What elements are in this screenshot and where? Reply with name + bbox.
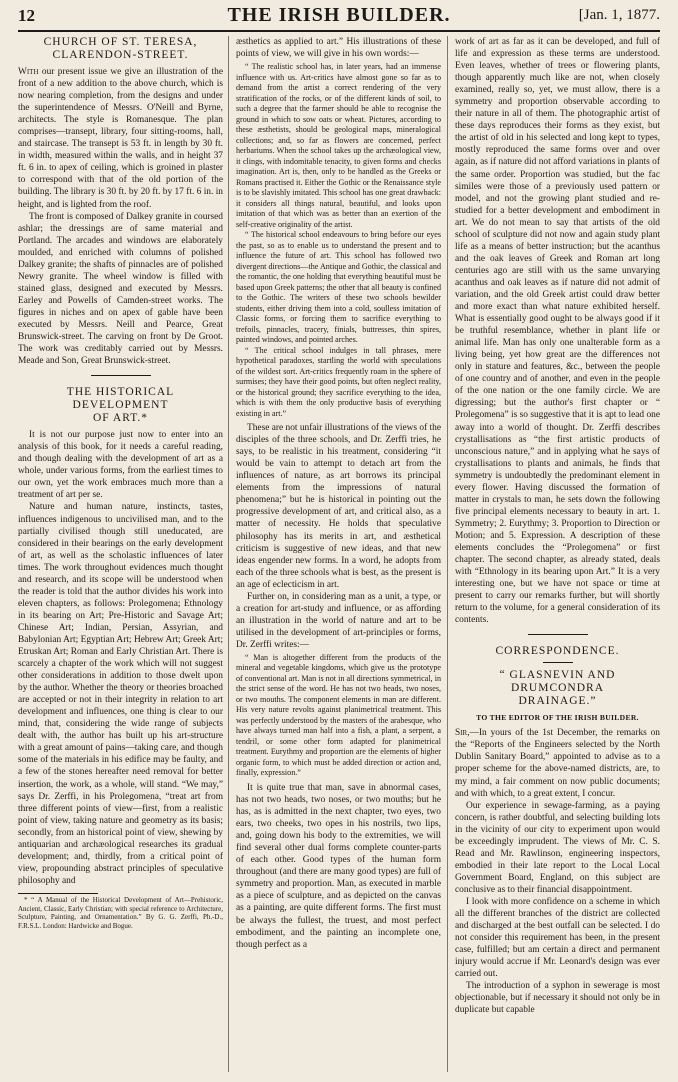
quote-paragraph: “ The realistic school has, in later years, had an immense influence with us. Art-critics have almost gone so far as to demand from the artist a correct rendering of the very stratification of the rocks, or of the different kinds of soil, to such a degree that the farmer should be able to recognise the ground in which to sow oats or wheat. Pictures, according to these æsthetists, should be geological maps, mineralogical collections; and, so far as flowers are concerned, perfect herbariums. When the school takes up the archæological view, it clings, with indomitable tenacity, to given forms and checks imagination. Art is, then, only to be handled as the Greeks or Romans practised it. Either the Gothic or the Renaissance style is to be slavishly imitated. This school has one great drawback: it considers all things natural, beautiful, and looks upon imitation of that which was as better than an exertion of the self-creative originality of the artist. <box>236 62 441 229</box>
paragraph: æsthetics as applied to art.” His illustrations of these points of view, we will give in his own words:— <box>236 37 441 60</box>
paragraph <box>455 727 660 799</box>
paragraph-text: —In yours of the 1st December, the remarks on the “Reports of the Engineers selected by the North Dublin Sanitary Board,” appointed to advise as to a proper scheme for the above-named districts, are, to my mind, a fair comment on now public documents; and with which, to a great extent, I concur. <box>455 728 660 799</box>
paragraph: The front is composed of Dalkey granite in coursed ashlar; the dressings are of same material and Portland. The arcades and windows are elaborately moulded, and enriched with columns of polished Dalkey granite; the shafts of pinnacles are of polished Newry granite. The wheel window is filled with stained glass, designed and executed by Messrs. Earley and Powells of Camden-street works. The figures in niches and on apex of gable have been executed by Messrs. Neill and Pearce, Great Brunswick-street. The carving on front by De Groot. The work was creditably carried out by Messrs. Meade and Son, Great Brunswick-street. <box>18 211 223 367</box>
section-rule <box>543 662 573 663</box>
column-2 <box>236 36 441 1076</box>
letter-title <box>455 669 660 708</box>
paragraph: work of art as far as it can be developed, and full of life and expression as these terms are understood. Even leaves, whether of trees or flowering plants, though apparently much like are not, when closely examined, really so, yet, we must allow, there is a symmetry and proportion observable according to their nature in all of them. The photographic artist of these days reproduces their forms as they exist, but the artist of old in his selected and long kept to types, mostly reproduced the same forms over and over again, as if nature did not afford variations in plants of the same order. Proportion was studied, but the fac similes were those of a previously used pattern or model, and not the growing plant studied and re-studied for a better development and embodiment in art. We do not mean to say that artists of the old school of sculpture did not now and again study plant life as a means of better instruction; but the acanthus and the oak leaves of Greek and Roman art long centuries ago are still with us the same unvarying acanthus and oak leaves as if nature did not admit of variation, and the old Greek artist could draw better and more exact than what nature exhibited herself. What is essentially good ought to be always good if it be truthful resemblance, whether in plant life or animal life. Man has only one unalterable form as a living being, yet how great are the differences not only in stature and features, &c., between the people of one country and of another, and even in the people of the one nation or the one family circle. We are digressing; but the author's first chapter or “ Prolegomena” is so suggestive that it is apt to lead one away into a world of thought. Dr. Zerffi describes crystallisations as “the first artistic products of unconscious nature,” and in applying what he says of crystallisations to plants and animals, he finds that symmetry is undoubtedly the predominant element in every flower. Having discussed the formation of matter in crystals to man, he sets down the following five principal elements necessary to beauty in art. 1. Symmetry; 2. Eurythmy; 3. Proportion to Direction or Motion; and 5. Expression. A description of these elements concludes the “Prolegomena” or first chapter. The second chapter, as already stated, deals with “Ethnology in its bearing upon Art.” It is a very interesting one, but we have not space or time at present to carry our remarks further, but will shortly return to the volume, for a general consideration of its contents. <box>455 37 660 626</box>
paragraph: Further on, in considering man as a unit, a type, or a creation for art-study and influence, or as affording an illustration in the world of nature and art to be utilised in the development of art-principles or forms, Dr. Zerffi writes:— <box>236 591 441 650</box>
letter-address: TO THE EDITOR OF THE IRISH BUILDER. <box>476 713 639 723</box>
title-line: CLARENDON-STREET. <box>52 49 189 61</box>
paragraph: Our experience in sewage-farming, as a paying concern, is rather doubtful, and selecting building lots in the vicinity of our city to experiment upon would be exceedingly imprudent. The views of Mr. C. S. Read and Mr. Rawlinson, engineering inspectors, embodied in their late report to the Local Local Government Board, England, on this subject are conclusive as to their financial disappointment. <box>455 800 660 895</box>
lead-word: Sir, <box>455 728 470 739</box>
column-divider <box>447 36 448 1072</box>
section-heading: CORRESPONDENCE. <box>495 645 620 658</box>
footnote: * “ A Manual of the Historical Development of Art—Prehistoric, Ancient, Classic, Early Christian; with special reference to Architecture, Sculpture, Painting, and Ornamentation.” By G. G. Zerffi, Ph.-D., F.R.S.L. London: Hardwicke and Bogue. <box>18 895 223 930</box>
article-title <box>18 36 223 62</box>
paragraph: I look with more confidence on a scheme in which all the different branches of the district are collected and discharged at the best outfall can be selected. I do not consider this requirement has been, in the present case, fulfilled; but am certain a direct and permanent injury would accrue if Mr. Leonard's design was ever carried out. <box>455 897 660 980</box>
column-1 <box>18 36 223 1076</box>
article-title <box>18 386 223 425</box>
section-rule <box>528 634 588 635</box>
block-quote <box>236 653 441 779</box>
issue-date: [Jan. 1, 1877. <box>578 7 660 23</box>
quote-paragraph: “ The critical school indulges in tall phrases, mere hypothetical paradoxes, startling the world with speculations of the wildest sort. Art-critics frequently roam in the sphere of surmises; they have their good points, but often neglect reality, or the historical ground; they sacrifice everything to the idea, which is with them the only productive basis of everything existing in art.” <box>236 345 441 418</box>
lead-word: With <box>18 67 39 77</box>
footnote-rule <box>18 893 98 894</box>
block-quote <box>236 62 441 419</box>
title-line: OF ART.* <box>92 412 149 425</box>
page-number: 12 <box>18 6 35 25</box>
quote-paragraph: “ The historical school endeavours to bring before our eyes the past, so as to enable us to understand the present and to influence the future of art. This school has followed two divergent directions—the Antique and Gothic, the classical and the romantic, the one holding that everything beautiful must be based upon Greek patterns; the other that all beauty is confined to the Gothic. The writers of these two schools bewilder students, either driving them into a cold, soulless imitation of Classic forms, or forcing them to sacrifice everything to trefoils, pinnacles, tracery, finials, buttresses, thin spires, painted windows, and pointed arches. <box>236 230 441 345</box>
column-3 <box>455 36 660 1076</box>
paragraph: It is not our purpose just now to enter into an analysis of this book, for it needs a careful reading, and though dealing with the development of art as a whole, under various forms, from the earliest times to our own, yet the work embraces much more than a treatment of art per se. <box>18 430 223 501</box>
title-line: “ GLASNEVIN AND DRUMCONDRA <box>499 669 616 695</box>
title-line: THE HISTORICAL DEVELOPMENT <box>66 386 175 412</box>
journal-title: THE IRISH BUILDER. <box>227 4 451 26</box>
paragraph-text: our present issue we give an illustration of the front of a new addition to the above church, which is now nearing completion, from the designs and under the superintendence of Messrs. O'Neill and Byrne, architects. The style is Romanesque. The plan comprises—transept, library, four sitting-rooms, hall, and staircase. The transept is 53 ft. in length by 30 ft. in width, measured within the walls, and in height 37 ft. 6 in. to apex of ceiling, which is groined in plaster to correspond with that of the old portion of the building. The library is 30 ft. by 20 ft. by 17 ft. 6 in. in height, and is lighted from the roof. <box>18 67 223 210</box>
masthead <box>18 4 660 32</box>
paragraph <box>18 66 223 211</box>
paragraph: The introduction of a syphon in sewerage is most objectionable, but if necessary it should not only be in duplicate but capable <box>455 981 660 1016</box>
quote-paragraph: “ Man is altogether different from the products of the mineral and vegetable kingdoms, which give us the prototype of conventional art. Man is not in all directions symmetrical, in the strict sense of the word. He has not two heads, two noses, or two mouths. The component elements in man are different. His very nature revolts against planimetrical treatment. This was perfectly understood by the masters of the arabesque, who have always turned man half into a fish, a plant, a serpent, a tendril, or some other form adapted for planimetrical treatment. Eurythmy and proportion are the elements of higher organic form, to which must be added direction or action and, finally, expression.” <box>236 652 441 778</box>
paragraph: These are not unfair illustrations of the views of the disciples of the three schools, and Dr. Zerffi tries, he says, to be realistic in his treatment, considering “it would be vain to attempt to detach art from the influences of nature, as art borrows its principal elements from the impressions of natural phenomena;” but he is historical in pointing out the progressive development of art, and critical also, as a matter of necessity. He holds that speculative philosophy has its merits in art, and æsthetical criticism is suggestive of new ideas, and that new ideas engender new forms. In a word, he adopts from each of the three schools what is best, as the present is an age of eclecticism in art. <box>236 423 441 590</box>
title-line: DRAINAGE.” <box>518 695 597 708</box>
paragraph: Nature and human nature, instincts, tastes, influences indigenous to uncivilised man, and to the partially civilised though still uneducated, are considered in their bearings on the early development of art, as well as the scholastic influences of later times. The work throughout evidences much thought and research, and its scope will be understood when the reader is told that the author divides his work into eleven chapters, as follows: Prolegomena; Ethnology in its bearing on Art; Pre-Historic and Savage Art; Chinese Art; Indian, Persian, Assyrian, and Babylonian Art; Egyptian Art; Hebrew Art; Greek Art; Etruskan Art; Roman and Early Christian Art. There is scarcely a chapter of the work which will not suggest other considerations in addition to those dwelt upon by the author. Whether the theory or theories broached are accepted or not in their integrity in relation to art development and influences, one thing is clear to our mind, that, considering the wide range of subjects dealt with, the author has built up his art-structure with a great amount of pains—taking care, and though some of the materials in his edifice may be faulty, and a few of the stones hereafter need removal for better insertion, the work, as a whole, will stand. “We may,” says Dr. Zerffi, in his Prolegomena, “treat art from three different points of view—first, from a realistic point of view, taking nature and geometry as its basis; secondly, from an historical point of view, shewing by antiquarian and archæological researches its gradual development; and, thirdly, from a critical point of view, propounding abstract principles of speculative philosophy and <box>18 502 223 886</box>
title-line: CHURCH OF ST. TERESA, <box>43 36 198 48</box>
column-divider <box>228 36 229 1072</box>
section-rule <box>91 375 151 376</box>
paragraph: It is quite true that man, save in abnormal cases, has not two heads, two noses, or two mouths; but he has, as is admitted in the next chapter, two eyes, two ears, two cheeks, two opes in his nostrils, two lips, and, going down his body to the extremities, we will find several other dual forms complete counter-parts of each other. Good types of the human form throughout (and there are many good types) are full of symmetry and proportion. Man, as executed in marble as a piece of sculpture, and as depicted on the canvas as a painting, are quite different forms. The first must be always the fullest, the truest, and most perfect embodiment, and the painting an incomplete one, though perfect as a <box>236 782 441 950</box>
